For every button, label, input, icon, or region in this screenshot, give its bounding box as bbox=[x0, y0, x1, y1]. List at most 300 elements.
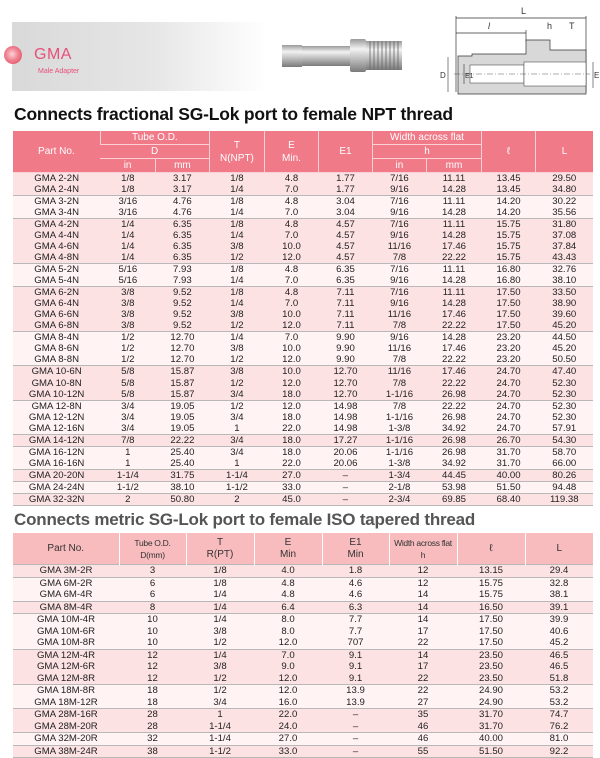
table-cell: 10.0 bbox=[265, 366, 319, 378]
table-cell: 1/4 bbox=[186, 589, 254, 601]
table-row bbox=[13, 298, 593, 309]
table-cell: 50.50 bbox=[536, 354, 593, 366]
table-cell: 12 bbox=[119, 661, 186, 673]
col-part-no: Part No. bbox=[13, 533, 119, 565]
table-cell: 76.2 bbox=[525, 721, 593, 733]
table-cell: 11.11 bbox=[426, 264, 481, 276]
table-cell: 52.30 bbox=[536, 412, 593, 423]
table-cell: 33.50 bbox=[536, 287, 593, 299]
table-cell: 24.70 bbox=[482, 400, 536, 412]
table-cell: 8.0 bbox=[254, 614, 322, 626]
table-cell: 14 bbox=[389, 589, 457, 601]
table-cell: 17.50 bbox=[482, 309, 536, 320]
part-number-cell: GMA 4-6N bbox=[13, 241, 100, 252]
table-cell: 6.35 bbox=[318, 264, 372, 276]
table-cell: 4.57 bbox=[318, 230, 372, 241]
part-number-cell: GMA 28M-16R bbox=[13, 709, 119, 721]
table-cell: 7/8 bbox=[100, 434, 155, 446]
table-cell: 22 bbox=[389, 673, 457, 685]
table-row bbox=[13, 230, 593, 241]
table-cell: 7/16 bbox=[372, 264, 426, 276]
table-cell: 26.98 bbox=[426, 412, 481, 423]
table-cell: 16.0 bbox=[254, 697, 322, 709]
table-cell: 1-1/16 bbox=[372, 434, 426, 446]
table-cell: 31.70 bbox=[457, 721, 525, 733]
table-cell: 19.05 bbox=[155, 412, 209, 423]
table-cell: 9.90 bbox=[318, 332, 372, 344]
part-number-cell: GMA 18M-8R bbox=[13, 685, 119, 697]
table-cell: 32 bbox=[119, 733, 186, 746]
section-title-metric: Connects metric SG-Lok port to female ISO tapered thread bbox=[14, 510, 476, 529]
table-cell: 3/16 bbox=[100, 196, 155, 208]
table-cell: 74.7 bbox=[525, 709, 593, 721]
table-cell: 5/8 bbox=[100, 389, 155, 401]
table-cell: 12 bbox=[389, 577, 457, 589]
table-cell: 12.0 bbox=[265, 354, 319, 366]
table-cell: 34.80 bbox=[536, 184, 593, 196]
table-row bbox=[13, 637, 593, 649]
table-cell: 69.85 bbox=[426, 493, 481, 505]
table-cell: 22.22 bbox=[426, 354, 481, 366]
table-row bbox=[13, 685, 593, 697]
svg-text:h: h bbox=[547, 21, 553, 31]
table-cell: 12.0 bbox=[254, 685, 322, 697]
table-cell: 1/4 bbox=[100, 219, 155, 231]
table-cell: 80.26 bbox=[536, 469, 593, 481]
table-cell: 707 bbox=[322, 637, 389, 649]
part-number-cell: GMA 18M-12R bbox=[13, 697, 119, 709]
table-cell: 7.11 bbox=[318, 298, 372, 309]
table-cell: 35 bbox=[389, 709, 457, 721]
part-number-cell: GMA 16-16N bbox=[13, 458, 100, 470]
table-cell: 9.52 bbox=[155, 298, 209, 309]
table-cell: 25.40 bbox=[155, 458, 209, 470]
col-ell: ℓ bbox=[457, 533, 525, 565]
col-tube-od: Tube O.D. D(mm) bbox=[119, 533, 186, 565]
svg-text:D: D bbox=[440, 71, 446, 80]
table-cell: 3/4 bbox=[100, 400, 155, 412]
table-cell: 12.0 bbox=[265, 377, 319, 388]
table-cell: 15.75 bbox=[457, 577, 525, 589]
table-cell: 17 bbox=[389, 626, 457, 638]
table-cell: 14.28 bbox=[426, 207, 481, 219]
table-cell: 14.28 bbox=[426, 275, 481, 287]
col-width-across-flat: Width across flat h bbox=[389, 533, 457, 565]
table-cell: 55 bbox=[389, 745, 457, 758]
part-number-cell: GMA 28M-20R bbox=[13, 721, 119, 733]
part-number-cell: GMA 32-32N bbox=[13, 493, 100, 505]
table-cell: 15.87 bbox=[155, 377, 209, 388]
table-cell: 38.10 bbox=[155, 481, 209, 493]
table-cell: 50.80 bbox=[155, 493, 209, 505]
table-row bbox=[13, 389, 593, 401]
table-cell: 6.35 bbox=[155, 241, 209, 252]
table-cell: 10.0 bbox=[265, 343, 319, 354]
table-row bbox=[13, 458, 593, 470]
table-cell: 17.46 bbox=[426, 309, 481, 320]
table-cell: 1-1/4 bbox=[186, 733, 254, 746]
table-cell: 10 bbox=[119, 626, 186, 638]
table-cell: 27.0 bbox=[254, 733, 322, 746]
table-cell: 1-1/4 bbox=[100, 469, 155, 481]
table-row bbox=[13, 493, 593, 505]
table-cell: 11/16 bbox=[372, 309, 426, 320]
table-cell: 2 bbox=[100, 493, 155, 505]
table-cell: 15.75 bbox=[482, 219, 536, 231]
table-cell: 7.93 bbox=[155, 275, 209, 287]
part-number-cell: GMA 10M-6R bbox=[13, 626, 119, 638]
table-cell: 13.45 bbox=[482, 184, 536, 196]
table-cell: 1/2 bbox=[209, 377, 264, 388]
table-cell: 46.5 bbox=[525, 661, 593, 673]
table-cell: 3/8 bbox=[100, 309, 155, 320]
table-cell: 1/4 bbox=[186, 649, 254, 661]
table-cell: 7/16 bbox=[372, 173, 426, 185]
table-cell: 23.50 bbox=[457, 649, 525, 661]
table-cell: 5/8 bbox=[100, 366, 155, 378]
col-width-across-flat: Width across flat bbox=[372, 131, 481, 145]
table-cell: 11.11 bbox=[426, 173, 481, 185]
table-cell: 8 bbox=[119, 601, 186, 614]
table-cell: 17.46 bbox=[426, 366, 481, 378]
table-cell: 1-3/8 bbox=[372, 458, 426, 470]
table-row bbox=[13, 434, 593, 446]
table-cell: 13.15 bbox=[457, 565, 525, 578]
table-cell: 4.0 bbox=[254, 565, 322, 578]
table-cell: 4.8 bbox=[265, 287, 319, 299]
part-number-cell: GMA 4-2N bbox=[13, 219, 100, 231]
part-number-cell: GMA 12-8N bbox=[13, 400, 100, 412]
table-cell: 15.75 bbox=[482, 230, 536, 241]
table-row bbox=[13, 343, 593, 354]
table-cell: 57.91 bbox=[536, 423, 593, 435]
col-d-in: in bbox=[100, 159, 155, 173]
table-cell: 12.70 bbox=[155, 343, 209, 354]
table-cell: 22 bbox=[389, 637, 457, 649]
table-cell: 1-1/16 bbox=[372, 412, 426, 423]
table-cell: 3/8 bbox=[100, 287, 155, 299]
table-cell: 3/4 bbox=[186, 697, 254, 709]
table-cell: 39.60 bbox=[536, 309, 593, 320]
table-cell: 8.0 bbox=[254, 626, 322, 638]
part-number-cell: GMA 6-4N bbox=[13, 298, 100, 309]
part-number-cell: GMA 5-4N bbox=[13, 275, 100, 287]
metric-spec-table bbox=[13, 533, 593, 758]
table-cell: 53.2 bbox=[525, 685, 593, 697]
table-cell: 14.28 bbox=[426, 184, 481, 196]
table-cell: 19.05 bbox=[155, 400, 209, 412]
table-row bbox=[13, 709, 593, 721]
table-cell: 4.57 bbox=[318, 219, 372, 231]
table-cell: 24.70 bbox=[482, 377, 536, 388]
table-cell: 13.9 bbox=[322, 697, 389, 709]
table-cell: 12 bbox=[119, 673, 186, 685]
table-cell: 12.0 bbox=[254, 673, 322, 685]
table-cell: 1/2 bbox=[209, 354, 264, 366]
part-number-cell: GMA 5-2N bbox=[13, 264, 100, 276]
table-cell: 17.46 bbox=[426, 343, 481, 354]
table-cell: 12.0 bbox=[265, 400, 319, 412]
table-cell: 14.98 bbox=[318, 400, 372, 412]
table-cell: 33.0 bbox=[265, 481, 319, 493]
table-cell: 3.17 bbox=[155, 184, 209, 196]
table-cell: 44.50 bbox=[536, 332, 593, 344]
col-e1: E1 bbox=[318, 131, 372, 173]
table-cell: 7.7 bbox=[322, 614, 389, 626]
part-number-cell: GMA 32M-20R bbox=[13, 733, 119, 746]
table-row bbox=[13, 469, 593, 481]
table-cell: 22.0 bbox=[265, 423, 319, 435]
table-cell: – bbox=[322, 721, 389, 733]
table-cell: 7/8 bbox=[372, 320, 426, 332]
table-cell: 1-3/4 bbox=[372, 469, 426, 481]
table-row bbox=[13, 626, 593, 638]
table-cell: 58.70 bbox=[536, 446, 593, 458]
table-cell: 14 bbox=[389, 649, 457, 661]
table-cell: 1/4 bbox=[209, 207, 264, 219]
table-row bbox=[13, 377, 593, 388]
table-cell: 6 bbox=[119, 589, 186, 601]
table-cell: 7.7 bbox=[322, 626, 389, 638]
table-row bbox=[13, 649, 593, 661]
table-cell: 9.0 bbox=[254, 661, 322, 673]
table-cell: 34.92 bbox=[426, 423, 481, 435]
table-cell: 68.40 bbox=[482, 493, 536, 505]
table-cell: 51.50 bbox=[482, 481, 536, 493]
table-cell: 10.0 bbox=[265, 241, 319, 252]
product-photo-image bbox=[280, 30, 410, 80]
table-cell: 4.57 bbox=[318, 241, 372, 252]
part-number-cell: GMA 6-2N bbox=[13, 287, 100, 299]
table-cell: 9/16 bbox=[372, 184, 426, 196]
table-cell: 1/8 bbox=[209, 287, 264, 299]
table-cell: 3/4 bbox=[209, 412, 264, 423]
table-cell: 26.98 bbox=[426, 446, 481, 458]
table-cell: 6.3 bbox=[322, 601, 389, 614]
table-row bbox=[13, 366, 593, 378]
part-number-cell: GMA 20-20N bbox=[13, 469, 100, 481]
table-cell: 1/4 bbox=[186, 601, 254, 614]
table-cell: 29.4 bbox=[525, 565, 593, 578]
table-cell: 3/4 bbox=[209, 389, 264, 401]
table-cell: 38.90 bbox=[536, 298, 593, 309]
table-cell: 10.0 bbox=[265, 309, 319, 320]
table-cell: 29.50 bbox=[536, 173, 593, 185]
table-cell: 22 bbox=[389, 685, 457, 697]
table-cell: 14.28 bbox=[426, 298, 481, 309]
table-cell: 39.1 bbox=[525, 601, 593, 614]
table-cell: 7.0 bbox=[265, 275, 319, 287]
table-cell: 38 bbox=[119, 745, 186, 758]
table-cell: 25.40 bbox=[155, 446, 209, 458]
table-cell: 1-1/2 bbox=[209, 481, 264, 493]
table-cell: 43.43 bbox=[536, 252, 593, 264]
table-cell: 23.50 bbox=[457, 673, 525, 685]
table-row bbox=[13, 697, 593, 709]
table-cell: 1 bbox=[100, 458, 155, 470]
table-row bbox=[13, 565, 593, 578]
table-cell: 3/8 bbox=[209, 241, 264, 252]
table-cell: 3/8 bbox=[209, 343, 264, 354]
table-cell: – bbox=[322, 745, 389, 758]
part-number-cell: GMA 10M-8R bbox=[13, 637, 119, 649]
table-cell: 23.50 bbox=[457, 661, 525, 673]
part-number-cell: GMA 6M-4R bbox=[13, 589, 119, 601]
table-cell: 1 bbox=[209, 423, 264, 435]
part-number-cell: GMA 12M-6R bbox=[13, 661, 119, 673]
table-row bbox=[13, 219, 593, 231]
table-cell: 24.70 bbox=[482, 366, 536, 378]
part-number-cell: GMA 12M-8R bbox=[13, 673, 119, 685]
table-cell: 6.35 bbox=[155, 219, 209, 231]
table-cell: 22.22 bbox=[426, 252, 481, 264]
table-cell: – bbox=[318, 481, 372, 493]
table-cell: 51.50 bbox=[457, 745, 525, 758]
table-cell: 28 bbox=[119, 709, 186, 721]
table-cell: 28 bbox=[119, 721, 186, 733]
table-cell: 11/16 bbox=[372, 241, 426, 252]
table-cell: 40.00 bbox=[457, 733, 525, 746]
table-row bbox=[13, 400, 593, 412]
table-row bbox=[13, 481, 593, 493]
table-cell: 27.0 bbox=[265, 469, 319, 481]
table-cell: 9/16 bbox=[372, 230, 426, 241]
table-cell: 14.20 bbox=[482, 207, 536, 219]
part-number-cell: GMA 16-12N bbox=[13, 446, 100, 458]
table-cell: 2-1/8 bbox=[372, 481, 426, 493]
table-cell: 1/4 bbox=[209, 298, 264, 309]
table-cell: 1/4 bbox=[209, 332, 264, 344]
table-cell: 6 bbox=[119, 577, 186, 589]
table-cell: 52.30 bbox=[536, 377, 593, 388]
table-cell: 44.45 bbox=[426, 469, 481, 481]
table-cell: 10 bbox=[119, 614, 186, 626]
table-cell: 40.00 bbox=[482, 469, 536, 481]
table-cell: 17 bbox=[389, 661, 457, 673]
table-cell: 24.0 bbox=[254, 721, 322, 733]
table-cell: 1/8 bbox=[209, 264, 264, 276]
bullet-icon bbox=[4, 46, 22, 64]
table-row bbox=[13, 173, 593, 185]
part-number-cell: GMA 6M-2R bbox=[13, 577, 119, 589]
table-cell: 7/8 bbox=[372, 354, 426, 366]
table-cell: 51.8 bbox=[525, 673, 593, 685]
table-row bbox=[13, 614, 593, 626]
table-row bbox=[13, 577, 593, 589]
table-cell: 6.35 bbox=[318, 275, 372, 287]
table-cell: 14 bbox=[389, 614, 457, 626]
table-cell: 23.20 bbox=[482, 354, 536, 366]
col-tube-od: Tube O.D. bbox=[100, 131, 209, 145]
table-row bbox=[13, 309, 593, 320]
table-cell: – bbox=[318, 493, 372, 505]
table-cell: 12 bbox=[389, 565, 457, 578]
table-cell: 12.0 bbox=[265, 252, 319, 264]
table-row bbox=[13, 184, 593, 196]
table-cell: 17.50 bbox=[457, 637, 525, 649]
table-cell: 2-3/4 bbox=[372, 493, 426, 505]
table-cell: 45.2 bbox=[525, 637, 593, 649]
col-h: h bbox=[372, 145, 481, 159]
table-cell: 7.0 bbox=[265, 184, 319, 196]
part-number-cell: GMA 24-24N bbox=[13, 481, 100, 493]
table-cell: 7.0 bbox=[265, 230, 319, 241]
part-number-cell: GMA 3M-2R bbox=[13, 565, 119, 578]
table-cell: 14.98 bbox=[318, 423, 372, 435]
table-cell: 7/8 bbox=[372, 252, 426, 264]
table-cell: 26.98 bbox=[426, 389, 481, 401]
table-cell: 17.50 bbox=[482, 287, 536, 299]
table-cell: 1/8 bbox=[186, 577, 254, 589]
table-row bbox=[13, 241, 593, 252]
table-row bbox=[13, 423, 593, 435]
table-row bbox=[13, 745, 593, 758]
table-row bbox=[13, 275, 593, 287]
table-cell: 47.40 bbox=[536, 366, 593, 378]
table-cell: 15.75 bbox=[457, 589, 525, 601]
part-number-cell: GMA 10M-4R bbox=[13, 614, 119, 626]
table-cell: 7.11 bbox=[318, 287, 372, 299]
table-cell: 1/2 bbox=[186, 685, 254, 697]
col-e: E Min bbox=[254, 533, 322, 565]
table-cell: 119.38 bbox=[536, 493, 593, 505]
table-cell: 11/16 bbox=[372, 366, 426, 378]
table-cell: 3 bbox=[119, 565, 186, 578]
metric-table-body bbox=[13, 565, 593, 758]
table-cell: 17.46 bbox=[426, 241, 481, 252]
table-cell: 11.11 bbox=[426, 196, 481, 208]
table-row bbox=[13, 589, 593, 601]
table-cell: 1 bbox=[186, 709, 254, 721]
table-cell: 46.5 bbox=[525, 649, 593, 661]
table-cell: 94.48 bbox=[536, 481, 593, 493]
part-number-cell: GMA 4-4N bbox=[13, 230, 100, 241]
table-cell: 1/4 bbox=[209, 275, 264, 287]
table-cell: 1.8 bbox=[322, 565, 389, 578]
table-cell: 1/4 bbox=[209, 184, 264, 196]
table-cell: 3/8 bbox=[209, 366, 264, 378]
table-cell: 4.76 bbox=[155, 207, 209, 219]
table-cell: 16.50 bbox=[457, 601, 525, 614]
table-cell: 3/8 bbox=[100, 320, 155, 332]
table-row bbox=[13, 207, 593, 219]
table-cell: 14.28 bbox=[426, 230, 481, 241]
table-cell: 23.20 bbox=[482, 332, 536, 344]
table-cell: 24.90 bbox=[457, 697, 525, 709]
table-cell: 1/8 bbox=[186, 565, 254, 578]
table-cell: 45.0 bbox=[265, 493, 319, 505]
table-cell: 3/4 bbox=[209, 446, 264, 458]
part-number-cell: GMA 10-12N bbox=[13, 389, 100, 401]
table-cell: 4.8 bbox=[265, 219, 319, 231]
table-cell: 17.50 bbox=[482, 320, 536, 332]
svg-text:E: E bbox=[594, 71, 600, 80]
table-cell: 13.45 bbox=[482, 173, 536, 185]
table-cell: 6.35 bbox=[155, 230, 209, 241]
table-cell: 22.0 bbox=[265, 458, 319, 470]
table-cell: 20.06 bbox=[318, 458, 372, 470]
product-name: Male Adapter bbox=[38, 68, 80, 75]
table-cell: 15.75 bbox=[482, 252, 536, 264]
table-cell: 1/2 bbox=[100, 354, 155, 366]
table-row bbox=[13, 354, 593, 366]
table-cell: 3.04 bbox=[318, 196, 372, 208]
part-number-cell: GMA 2-4N bbox=[13, 184, 100, 196]
table-cell: 52.30 bbox=[536, 389, 593, 401]
svg-text:l: l bbox=[488, 21, 490, 31]
table-cell: 4.8 bbox=[265, 196, 319, 208]
table-cell: 1/2 bbox=[209, 320, 264, 332]
